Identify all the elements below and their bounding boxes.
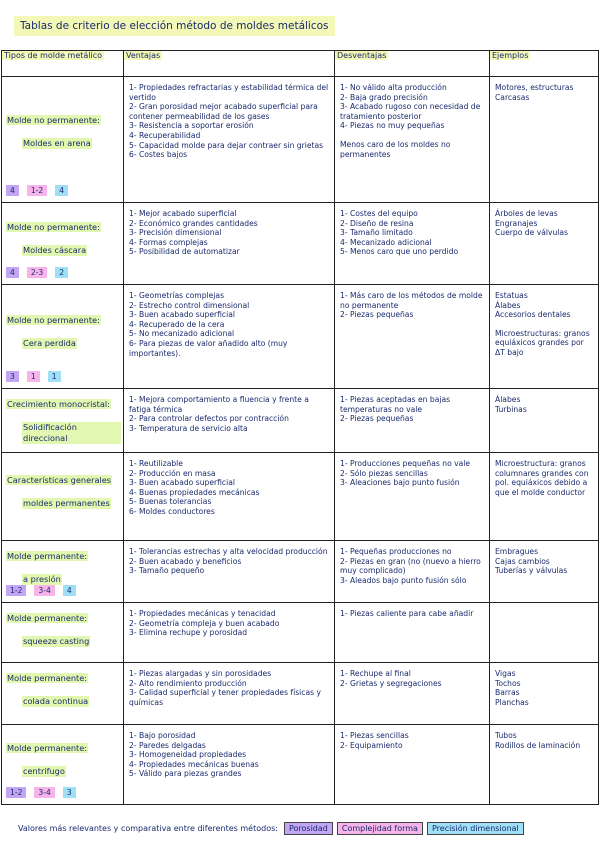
table-row [2, 77, 599, 203]
ventajas-item: 2- Gran porosidad mejor acabado superficial para contener permeabilidad de los gases [129, 102, 321, 121]
ventajas-item: 4- Formas complejas [129, 237, 208, 247]
ventajas-cell [124, 663, 335, 725]
ventajas-item: 2- Alto rendimiento producción [129, 678, 247, 688]
method-subtype: colada continua [23, 696, 89, 706]
desventajas-item: 2- Sólo piezas sencillas [340, 468, 428, 478]
complexity-rating: 2-3 [27, 267, 47, 278]
method-name: Molde no permanente: [7, 222, 100, 232]
type-cell [2, 389, 124, 453]
ventajas-item: 4- Recuperado de la cera [129, 319, 225, 329]
method-subtype: Solidificación direccional [22, 422, 121, 444]
ventajas-item: 2- Buen acabado y beneficios [129, 556, 242, 566]
ejemplos-item: Tubos [495, 731, 517, 740]
method-subtype: moldes permanentes [23, 498, 110, 508]
legend-text: Valores más relevantes y comparativa entre diferentes métodos: [18, 824, 278, 833]
type-cell [2, 77, 124, 203]
desventajas-item: 2- Piezas pequeñas [340, 310, 414, 320]
type-cell [2, 203, 124, 285]
ejemplos-item: Engranajes [495, 218, 538, 228]
desventajas-item: 1- Piezas caliente para cabe añadir [340, 609, 474, 618]
desventajas-item: 5- Menos caro que uno perdido [340, 247, 459, 257]
ventajas-cell [124, 541, 335, 603]
ventajas-item: 2- Para controlar defectos por contracción [129, 414, 289, 424]
ventajas-item: 5- Posibilidad de automatizar [129, 247, 240, 257]
desventajas-item: 1- Piezas aceptadas en bajas temperaturas no vale [340, 395, 453, 414]
desventajas-item: 2- Piezas pequeñas [340, 414, 414, 424]
table-row [2, 603, 599, 663]
desventajas-item: 2- Grietas y segregaciones [340, 678, 442, 688]
table-row [2, 285, 599, 389]
ventajas-item: 2- Geometría compleja y buen acabado [129, 618, 280, 628]
ventajas-item: 2- Estrecho control dimensional [129, 300, 250, 310]
ventajas-item: 1- Piezas alargadas y sin porosidades [129, 669, 272, 678]
type-cell [2, 663, 124, 725]
ejemplos-item: Planchas [495, 697, 529, 707]
desventajas-item: 3- Tamaño limitado [340, 228, 413, 238]
ventajas-item: 1- Reutilizable [129, 459, 183, 468]
complexity-rating: 3-4 [34, 787, 54, 798]
ventajas-item: 3- Buen acabado superficial [129, 478, 235, 488]
ventajas-item: 3- Precisión dimensional [129, 228, 222, 238]
desventajas-item: Menos caro de los moldes no permanentes [340, 139, 453, 159]
ejemplos-item: Tochos [495, 678, 521, 688]
ejemplos-item: Árboles de levas [495, 209, 558, 218]
porosity-rating: 1-2 [6, 585, 26, 596]
desventajas-item: 1- Costes del equipo [340, 209, 418, 218]
method-subtype: squeeze casting [23, 636, 90, 646]
ejemplos-item: Cajas cambios [495, 556, 550, 566]
ejemplos-cell [490, 603, 599, 663]
desventajas-cell [335, 541, 490, 603]
ventajas-cell [124, 389, 335, 453]
desventajas-cell [335, 663, 490, 725]
complexity-rating: 1-2 [27, 185, 47, 196]
ventajas-item: 1- Mejora comportamiento a fluencia y frente a fatiga térmica [129, 395, 312, 414]
method-name: Crecimiento monocristal: [7, 399, 110, 409]
method-subtype: centrifugo [23, 766, 65, 776]
ventajas-item: 6- Moldes conductores [129, 506, 215, 516]
porosity-rating: 4 [6, 185, 19, 196]
rating-chips [6, 787, 76, 798]
ventajas-item: 1- Propiedades refractarias y estabilidad térmica del vertido [129, 83, 331, 102]
ejemplos-cell [490, 541, 599, 603]
porosity-rating: 3 [6, 371, 19, 382]
rating-chips [6, 185, 68, 196]
legend [18, 824, 528, 833]
ejemplos-item: Cuerpo de válvulas [495, 228, 568, 238]
table-row [2, 541, 599, 603]
ejemplos-item: Álabes [495, 300, 521, 310]
ventajas-item: 5- Capacidad molde para dejar contraer sin grietas [129, 140, 324, 150]
ventajas-cell [124, 77, 335, 203]
ejemplos-item: Turbinas [495, 404, 527, 414]
ventajas-item: 4- Recuperabilidad [129, 130, 201, 140]
rating-chips [6, 267, 68, 278]
ventajas-item: 3- Elimina rechupe y porosidad [129, 628, 248, 638]
page-title: Tablas de criterio de elección método de moldes metálicos [14, 16, 335, 36]
ventajas-item: 3- Temperatura de servicio alta [129, 423, 248, 433]
ejemplos-cell [490, 389, 599, 453]
precision-rating: 4 [63, 585, 76, 596]
desventajas-item: 2- Diseño de resina [340, 218, 414, 228]
desventajas-item: 3- Aleados bajo punto fusión sólo [340, 575, 467, 585]
desventajas-item: 4- Piezas no muy pequeñas [340, 121, 445, 131]
method-subtype: Moldes en arena [23, 138, 91, 148]
type-cell [2, 541, 124, 603]
complexity-rating: 3-4 [34, 585, 54, 596]
desventajas-cell [335, 603, 490, 663]
table-header-row [2, 51, 599, 77]
ventajas-item: 2- Producción en masa [129, 468, 216, 478]
porosity-rating: 4 [6, 267, 19, 278]
method-subtype: Moldes cáscara [23, 245, 87, 255]
ejemplos-item [495, 320, 594, 329]
ventajas-item: 2- Paredes delgadas [129, 740, 206, 750]
desventajas-item: 2- Piezas en gran (no (nuevo a hierro muy complicado) [340, 556, 484, 576]
desventajas-item: 4- Mecanizado adicional [340, 237, 432, 247]
desventajas-cell [335, 389, 490, 453]
ventajas-cell [124, 725, 335, 805]
ejemplos-item: Motores, estructuras [495, 83, 574, 92]
ejemplos-item: Tuberías y válvulas [495, 566, 568, 576]
method-name: Molde no permanente: [7, 315, 100, 325]
ventajas-item: 1- Mejor acabado superficial [129, 209, 237, 218]
ejemplos-cell [490, 203, 599, 285]
method-name: Molde permanente: [7, 673, 88, 683]
header-desventajas: Desventajas [335, 51, 490, 77]
ejemplos-item: Rodillos de laminación [495, 740, 581, 750]
header-tipos: Tipos de molde metálico [2, 51, 124, 77]
type-cell [2, 285, 124, 389]
ventajas-item: 5- Buenas tolerancias [129, 497, 212, 507]
ventajas-item: 3- Resistencia a soportar erosión [129, 121, 254, 131]
ventajas-item: 4- Propiedades mecánicas buenas [129, 759, 259, 769]
ventajas-item: 3- Buen acabado superficial [129, 310, 235, 320]
ventajas-item: 6- Costes bajos [129, 150, 188, 160]
legend-swatch: Complejidad forma [337, 822, 423, 835]
desventajas-item: 1- Rechupe al final [340, 669, 411, 678]
header-ejemplos: Ejemplos [490, 51, 599, 77]
desventajas-item [340, 131, 485, 140]
desventajas-item: 1- Producciones pequeñas no vale [340, 459, 471, 468]
ejemplos-cell [490, 453, 599, 541]
ventajas-item: 2- Económico grandes cantidades [129, 218, 258, 228]
ventajas-cell [124, 285, 335, 389]
desventajas-item: 2- Equipamiento [340, 740, 403, 750]
legend-swatch: Precisión dimensional [427, 822, 524, 835]
type-cell [2, 603, 124, 663]
type-cell [2, 453, 124, 541]
criteria-table [1, 50, 599, 805]
ventajas-item: 1- Geometrías complejas [129, 291, 225, 300]
ejemplos-item: Carcasas [495, 92, 530, 102]
ejemplos-item: Álabes [495, 395, 521, 404]
precision-rating: 3 [63, 787, 76, 798]
ejemplos-item: Barras [495, 688, 520, 698]
ventajas-item: 3- Calidad superficial y tener propiedades físicas y químicas [129, 688, 324, 707]
method-name: Molde no permanente: [7, 115, 100, 125]
rating-chips [6, 585, 76, 596]
ventajas-item: 5- No mecanizado adicional [129, 329, 235, 339]
complexity-rating: 1 [27, 371, 40, 382]
ejemplos-item: Embragues [495, 547, 539, 556]
desventajas-item: 3- Acabado rugoso con necesidad de tratamiento posterior [340, 102, 483, 121]
ventajas-item: 6- Para piezas de valor añadido alto (muy importantes). [129, 338, 290, 358]
method-name: Características generales [7, 475, 112, 485]
method-subtype: Cera perdida [23, 338, 76, 348]
desventajas-cell [335, 285, 490, 389]
desventajas-cell [335, 203, 490, 285]
ventajas-item: 4- Buenas propiedades mecánicas [129, 487, 260, 497]
method-subtype: a presión [23, 574, 61, 584]
precision-rating: 1 [48, 371, 61, 382]
ejemplos-item: Vigas [495, 669, 516, 678]
precision-rating: 2 [55, 267, 68, 278]
ejemplos-item: Estatuas [495, 291, 528, 300]
table-row [2, 453, 599, 541]
ventajas-item: 3- Homogeneidad propiedades [129, 750, 247, 760]
precision-rating: 4 [55, 185, 68, 196]
ventajas-cell [124, 603, 335, 663]
method-name: Molde permanente: [7, 743, 88, 753]
ventajas-cell [124, 453, 335, 541]
method-name: Molde permanente: [7, 551, 88, 561]
table-row [2, 663, 599, 725]
desventajas-item: 1- Piezas sencillas [340, 731, 409, 740]
rating-chips [6, 371, 61, 382]
desventajas-item: 1- Más caro de los métodos de molde no permanente [340, 291, 485, 310]
ventajas-item: 1- Bajo porosidad [129, 731, 196, 740]
ejemplos-item: Microestructura: granos columnares grandes con pol. equiáxicos debido a que el molde conductor [495, 459, 591, 497]
ejemplos-cell [490, 663, 599, 725]
desventajas-cell [335, 725, 490, 805]
table-row [2, 203, 599, 285]
header-ventajas: Ventajas [124, 51, 335, 77]
desventajas-item: 1- No válido alta producción [340, 83, 447, 92]
ventajas-item: 1- Propiedades mecánicas y tenacidad [129, 609, 276, 618]
desventajas-cell [335, 77, 490, 203]
ventajas-cell [124, 203, 335, 285]
ejemplos-cell [490, 285, 599, 389]
desventajas-item: 1- Pequeñas producciones no [340, 547, 452, 556]
desventajas-cell [335, 453, 490, 541]
desventajas-item: 3- Aleaciones bajo punto fusión [340, 478, 460, 488]
type-cell [2, 725, 124, 805]
table-row [2, 389, 599, 453]
ventajas-item: 1- Tolerancias estrechas y alta velocidad producción [129, 547, 328, 556]
ventajas-item: 5- Válido para piezas grandes [129, 769, 242, 779]
method-name: Molde permanente: [7, 613, 88, 623]
ventajas-item: 3- Tamaño pequeño [129, 566, 205, 576]
legend-swatch: Porosidad [284, 822, 333, 835]
desventajas-item: 2- Baja grado precisión [340, 92, 428, 102]
ejemplos-cell [490, 725, 599, 805]
porosity-rating: 1-2 [6, 787, 26, 798]
ejemplos-item: Microestructuras: granos equiáxicos grandes por ΔT bajo [495, 328, 593, 357]
table-row [2, 725, 599, 805]
ejemplos-cell [490, 77, 599, 203]
ejemplos-item: Accesorios dentales [495, 310, 571, 320]
